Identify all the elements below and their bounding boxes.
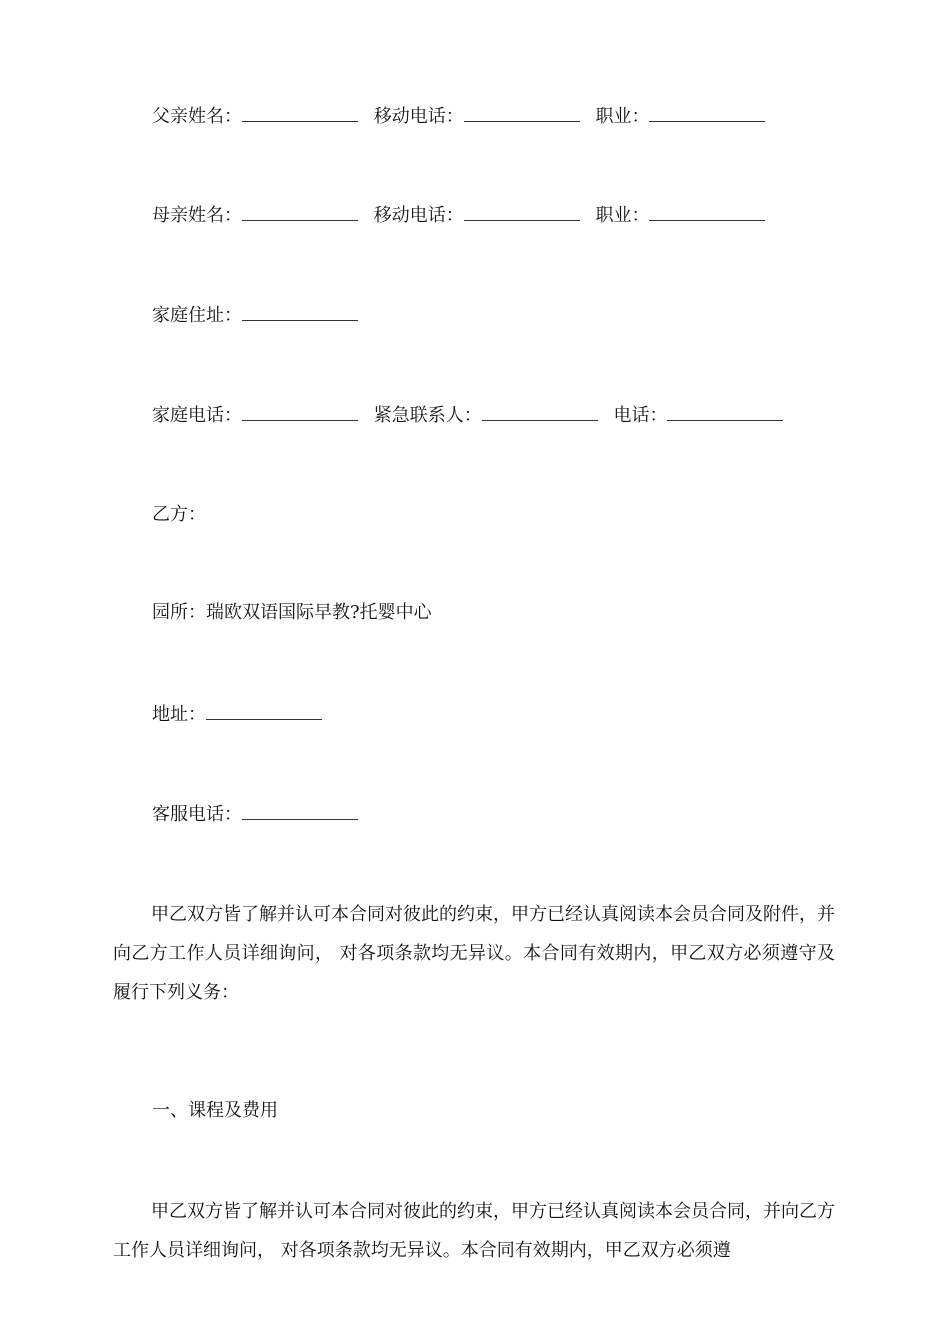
home-phone-blank <box>242 402 358 421</box>
father-phone-blank <box>464 103 580 122</box>
emergency-phone-label: 电话： <box>613 405 668 426</box>
agreement-paragraph-2: 甲乙双方皆了解并认可本合同对彼此的约束，甲方已经认真阅读本会员合同，并向乙方工作人员详细询问， 对各项条款均无异议。本合同有效期内，甲乙双方必须遵 <box>113 1201 835 1261</box>
mother-job-label: 职业： <box>595 205 650 226</box>
party-b-title: 乙方： <box>152 504 206 525</box>
service-phone-label: 客服电话： <box>152 804 242 825</box>
home-address-row <box>152 302 368 328</box>
home-address-label: 家庭住址： <box>152 305 242 326</box>
father-job-label: 职业： <box>595 106 650 127</box>
emergency-contact-label: 紧急联系人： <box>373 405 482 426</box>
father-phone-label: 移动电话： <box>373 106 464 127</box>
service-phone-blank <box>242 801 358 820</box>
mother-phone-label: 移动电话： <box>373 205 464 226</box>
emergency-phone-blank <box>667 402 783 421</box>
school-row <box>152 601 432 625</box>
party-b-address-row <box>152 701 332 727</box>
service-phone-row <box>152 801 368 827</box>
father-job-blank <box>649 103 765 122</box>
home-address-blank <box>242 302 358 321</box>
school-label: 园所： <box>152 602 206 623</box>
party-b-address-label: 地址： <box>152 704 206 725</box>
section-1-title: 一、课程及费用 <box>152 1100 278 1121</box>
mother-name-blank <box>242 202 358 221</box>
father-info-row <box>152 103 775 129</box>
emergency-contact-blank <box>482 402 598 421</box>
home-phone-label: 家庭电话： <box>152 405 242 426</box>
father-name-blank <box>242 103 358 122</box>
party-b-address-blank <box>206 701 322 720</box>
school-name: 瑞欧双语国际早教?托婴中心 <box>206 602 432 623</box>
mother-job-blank <box>649 202 765 221</box>
mother-info-row <box>152 202 775 228</box>
mother-phone-blank <box>464 202 580 221</box>
mother-name-label: 母亲姓名： <box>152 205 242 226</box>
agreement-paragraph-1: 甲乙双方皆了解并认可本合同对彼此的约束，甲方已经认真阅读本会员合同及附件，并向乙方工作人员详细询问， 对各项条款均无异议。本合同有效期内，甲乙双方必须遵守及履行下列义务： <box>113 904 835 1003</box>
home-contact-row <box>152 402 793 428</box>
father-name-label: 父亲姓名： <box>152 106 242 127</box>
